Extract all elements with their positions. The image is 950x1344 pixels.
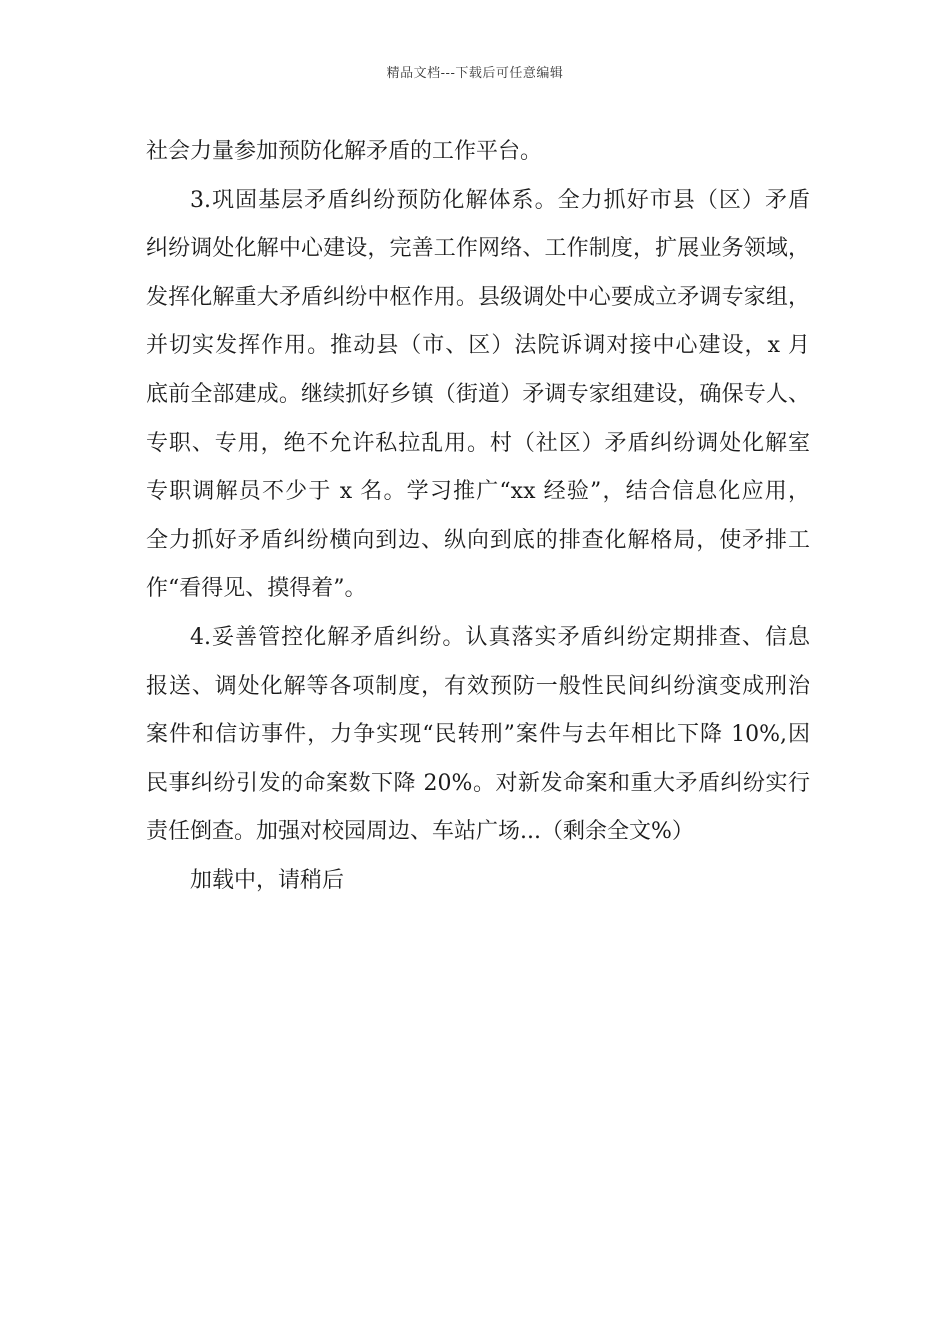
- document-body: [146, 128, 810, 906]
- paragraph: [146, 177, 810, 614]
- text-line: 并切实发挥作用。推动县（市、区）法院诉调对接中心建设，x 月: [146, 333, 810, 359]
- text-line: 底前全部建成。继续抓好乡镇（街道）矛调专家组建设，确保专人、: [146, 381, 810, 407]
- text-line: 作“看得见、摸得着”。: [146, 576, 367, 602]
- page-header: 精品文档---下载后可任意编辑: [386, 66, 564, 81]
- text-line: 3.巩固基层矛盾纠纷预防化解体系。全力抓好市县（区）矛盾: [190, 187, 810, 213]
- text-line: 社会力量参加预防化解矛盾的工作平台。: [146, 139, 543, 164]
- text-line: 责任倒查。加强对校园周边、车站广场...（剩余全文%）: [146, 819, 694, 845]
- loading-text: 加载中，请稍后: [190, 867, 345, 893]
- paragraph: [146, 614, 810, 857]
- text-line: 发挥化解重大矛盾纠纷中枢作用。县级调处中心要成立矛调专家组，: [146, 284, 810, 310]
- text-line: 纠纷调处化解中心建设，完善工作网络、工作制度，扩展业务领域，: [146, 236, 810, 262]
- text-line: 4.妥善管控化解矛盾纠纷。认真落实矛盾纠纷定期排查、信息: [190, 624, 810, 650]
- text-line: 全力抓好矛盾纠纷横向到边、纵向到底的排查化解格局，使矛排工: [146, 527, 810, 553]
- paragraph: [146, 128, 810, 177]
- text-line: 案件和信访事件，力争实现“民转刑”案件与去年相比下降 10%,因: [146, 722, 810, 748]
- text-line: 报送、调处化解等各项制度，有效预防一般性民间纠纷演变成刑治: [146, 673, 810, 699]
- text-line: 专职、专用，绝不允许私拉乱用。村（社区）矛盾纠纷调处化解室: [146, 430, 810, 456]
- text-line: 专职调解员不少于 x 名。学习推广“xx 经验”，结合信息化应用，: [146, 479, 810, 505]
- text-line: 民事纠纷引发的命案数下降 20%。对新发命案和重大矛盾纠纷实行: [146, 770, 810, 796]
- loading-notice: [146, 857, 810, 906]
